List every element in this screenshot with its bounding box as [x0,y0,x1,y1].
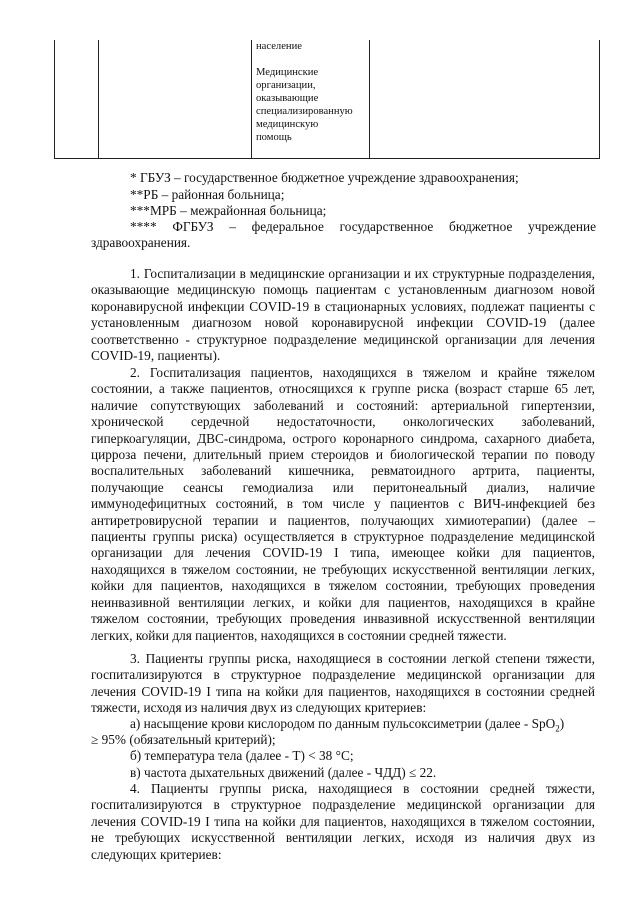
criterion-a-close: ) [559,716,565,731]
footnote-rb: **РБ – районная больница; [130,187,285,202]
table-column-divider [98,40,99,158]
criterion-a [130,716,564,732]
criterion-c: в) частота дыхательных движений (далее - ЧДД) ≤ 22. [130,765,437,780]
cell-line: население [256,41,302,52]
cell-line: медицинскую [256,119,319,130]
cell-line: Медицинские [256,67,319,78]
table-column-divider [251,40,252,158]
footnote-fgbuz-cont: здравоохранения. [91,235,191,250]
footnote-gbuz: * ГБУЗ – государственное бюджетное учреждение здравоохранения; [130,170,519,185]
paragraph-1: 1. Госпитализации в медицинские организации и их структурные подразделения, оказывающие медицинскую помощь пациентам с установленным диагнозом новой коронавирусной инфекции COVID-19 в стационарных условиях, подлежат пациенты с установленным диагнозом новой коронавирусной инфекции COVID-19 (далее соответственно - структурное подразделение медицинской организации для лечения COVID-19, пациенты). [91,266,595,364]
table-border-left [54,40,55,158]
footnote-fgbuz: **** ФГБУЗ – федеральное государственное бюджетное учреждение [130,219,596,234]
paragraph-3: 3. Пациенты группы риска, находящиеся в состоянии легкой степени тяжести, госпитализируются в структурное подразделение медицинской организации для лечения COVID-19 I типа на койки для пациентов, находящихся в состоянии средней тяжести, исходя из наличия двух из следующих критериев: [91,651,595,716]
footnote-mrb: ***МРБ – межрайонная больница; [130,203,327,218]
criterion-a-cont: ≥ 95% (обязательный критерий); [91,732,276,747]
table-cell [256,40,366,144]
cell-line: помощь [256,132,292,143]
cell-line: организации, [256,80,316,91]
paragraph-2: 2. Госпитализация пациентов, находящихся в тяжелом и крайне тяжелом состоянии, а также пациентов, относящихся к группе риска (возраст старше 65 лет, наличие сопутствующих заболеваний и состояний: артериальной гипертензии, хронической сердечной недостаточности, онкологических заболеваний, гиперкоагуляции, ДВС-синдрома, острого коронарного синдрома, сахарного диабета, цирроза печени, длительный прием стероидов и биологической терапии по поводу воспалительных заболеваний кишечника, ревматоидного артрита, пациенты, получающие сеансы гемодиализа или перитонеальный диализ, наличие иммунодефицитных состояний, в том числе у пациентов с ВИЧ-инфекцией без антиретровирусной терапии и пациентов, получающих химиотерапии) (далее – пациенты группы риска) осуществляется в структурное подразделение медицинской организации для лечения COVID-19 I типа, имеющее койки для пациентов, находящихся в тяжелом состоянии, не требующих искусственной вентиляции легких, койки для пациентов, находящихся в тяжелом состоянии, требующих проведения неинвазивной вентиляции легких, и койки для пациентов, находящихся в крайне тяжелом состоянии, требующих проведения инвазивной искусственной вентиляции легких, койки для пациентов, находящихся в состоянии средней тяжести. [91,365,595,643]
table-border-right [599,40,600,158]
criterion-b: б) температура тела (далее - Т) < 38 °С; [130,748,354,763]
criterion-a-text: а) насыщение крови кислородом по данным пульсоксиметрии (далее - SpO [130,716,556,731]
table-column-divider [369,40,370,158]
cell-line: оказывающие [256,93,319,104]
criterion-a-subscript: 2 [555,723,560,734]
cell-line: специализированную [256,106,353,117]
paragraph-4: 4. Пациенты группы риска, находящиеся в состоянии средней тяжести, госпитализируются в структурное подразделение медицинской организации для лечения COVID-19 I типа на койки для пациентов, находящихся в тяжелом состоянии, не требующих искусственной вентиляции легких, исходя из наличия двух из следующих критериев: [91,781,595,862]
